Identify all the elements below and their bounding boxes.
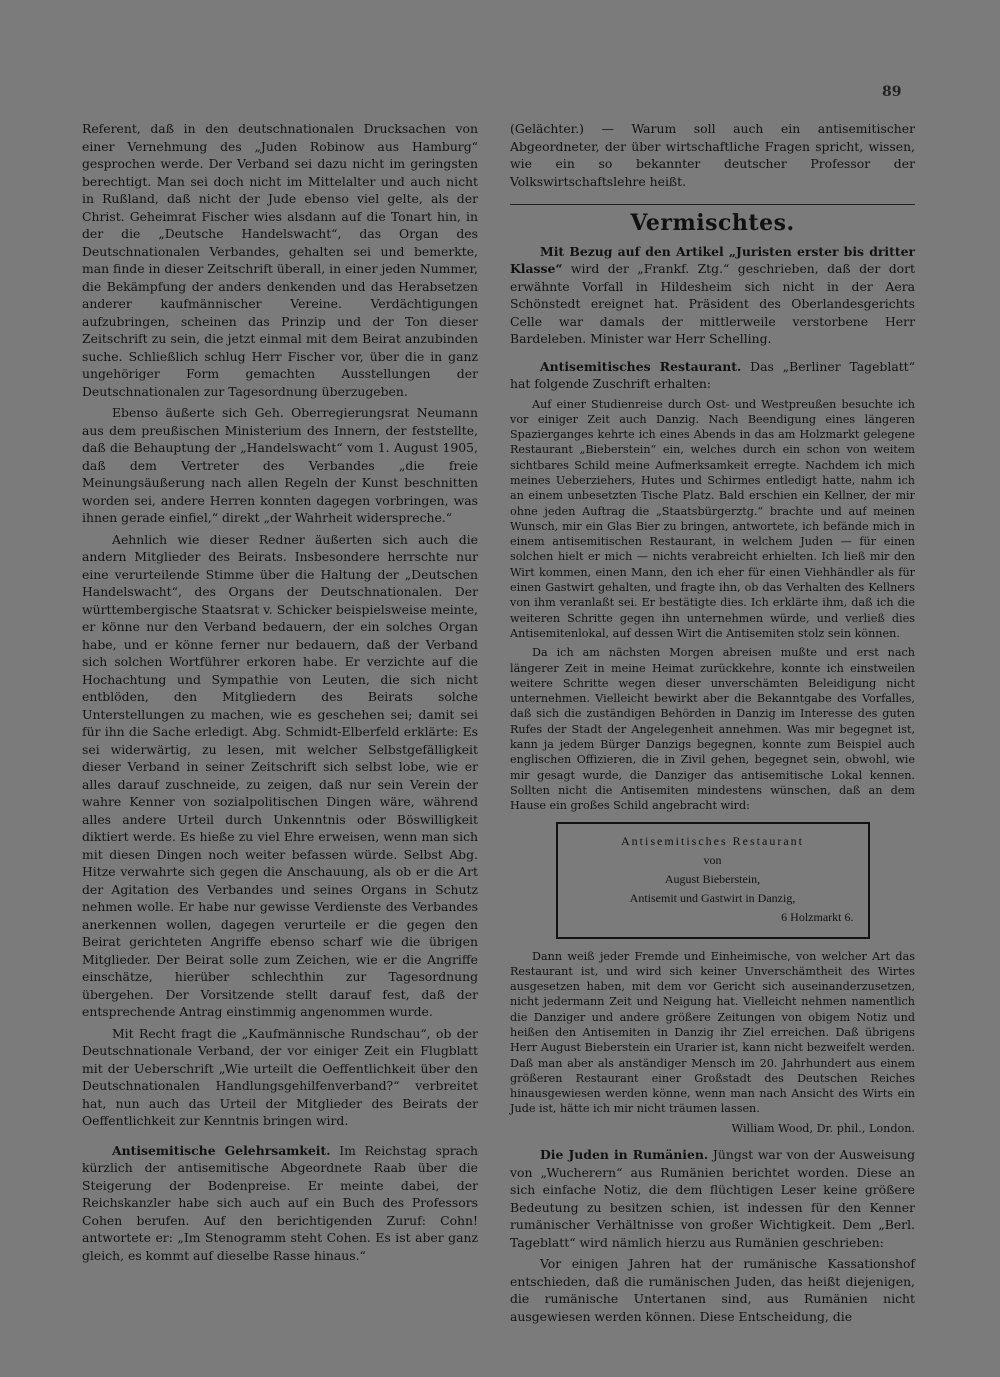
- article-paragraph: [510, 1146, 915, 1251]
- article-paragraph: [510, 358, 915, 393]
- sign-line: Antisemit und Gastwirt in Danzig,: [629, 890, 796, 905]
- sign-box-wrap: [510, 822, 915, 939]
- sign-line: 6 Holzmarkt 6.: [781, 909, 854, 924]
- letter-paragraph: Da ich am nächsten Morgen abreisen mußte und erst nach längerer Zeit in meine Heimat zurückkehre, konnte ich einstweilen weitere Schritte wegen dieser unverschämten Beleidigung nicht unternehmen. Vielleicht bewirkt aber die Bekanntgabe des Vorfalles, daß sich die zuständigen Behörden in Danzig im Interesse des guten Rufes der Stadt der Angelegenheit annehmen. Was mir begegnet ist, kann ja jedem Bürger Danzigs begegnen, konnte zum Beispiel auch englischen Offizieren, die in Zivil gehen, begegnet sein, obwohl, wie mir gesagt wurde, die Danziger das antisemitische Lokal kennen. Sollten nicht die Antisemiten mindestens wünschen, daß an dem Hause ein großes Schild angebracht wird:: [510, 646, 915, 813]
- article-text: wird der „Frankf. Ztg.“ geschrieben, daß der dort erwähnte Vorfall in Hildesheim sich nicht in der Aera Schönstedt ereignet hat. Präsident des Oberlandesgerichts Celle war damals der mittlerweile verstorbene Herr Bardeleben. Minister war Herr Schelling.: [510, 261, 915, 346]
- letter-block: [510, 397, 915, 1137]
- paragraph: Ebenso äußerte sich Geh. Oberregierungsrat Neumann aus dem preußischen Ministerium des Innern, der feststellte, daß die Behauptung der „Handelswacht“ vom 1. August 1905, daß dem Vertreter des Verbandes „die freie Meinungsäußerung nach allen Regeln der Kunst beschnitten worden sei, andere Herren konnten dagegen vorbringen, was ihnen gerade einfiel,“ direkt „der Wahrheit widerspreche.“: [82, 405, 478, 525]
- paragraph: Aehnlich wie dieser Redner äußerten sich auch die andern Mitglieder des Beirats. Insbesondere herrschte nur eine verurteilende Stimme über die Haltung der „Deutschen Handelswacht“, des Organs der Deutschnationalen. Der württembergische Staatsrat v. Schicker beispielsweise meinte, er könne nur den Verband bedauern, der ein solches Organ habe, und er könne ferner nur bedauern, daß der Verband sich solchen Wortführer erkoren habe. Er verzichte auf die Hochachtung und Sympathie von Leuten, die sich nicht entblöden, den Mitgliedern des Beirats solche Unterstellungen zu machen, wie es geschehen sei; damit sei für ihn die Sache erledigt. Abg. Schmidt-Elberfeld erklärte: Es sei widerwärtig, zu lesen, mit welcher Selbstgefälligkeit dieser Verband in seiner Zeitschrift sich selbst lobe, wie er alles darauf zuschneide, zu zeigen, daß nur sein Verein der wahre Kenner von sozialpolitischen Dingen wäre, während alles andere Urteil durch Unkenntnis oder Böswilligkeit diktiert werde. Es hieße zu viel Ehre erweisen, wenn man sich mit diesen Dingen noch weiter befassen würde. Selbst Abg. Hitze verwahrte sich gegen die Anschauung, als ob er die Art der Agitation des Verbandes und seines Organs in Schutz nehmen wolle. Er habe nur gewisse Verdienste des Verbandes anerkennen wollen, dagegen verurteile er die gegen den Beirat gerichteten Angriffe ebenso scharf wie die übrigen Mitglieder. Der Beirat solle zum Zeichen, wie er die Angriffe einschätze, hierüber schlechthin zur Tagesordnung übergehen. Der Vorsitzende stellt darauf fest, daß der entsprechende Antrag einstimmig angenommen wurde.: [82, 531, 478, 1019]
- paragraph: Referent, daß in den deutschnationalen Drucksachen von einer Vernehmung des „Juden Robinow aus Hamburg“ gesprochen werde. Der Verband sei dazu nicht im geringsten berechtigt. Man sei doch nicht im Mittelalter und auch nicht in Rußland, daß nicht der Jude ebenso viel gelte, als der Christ. Geheimrat Fischer wies alsdann auf die Tonart hin, in der die „Deutsche Handelswacht“, das Organ des Deutschnationalen Verbandes, gehalten sei und bemerkte, man finde in dieser Zeitschrift überall, in einer jeden Nummer, die Bekämpfung der anders denkenden und das Herabsetzen anderer kaufmännischer Vereine. Verdächtigungen aufzubringen, scheinen das Prinzip und der Ton dieser Zeitschrift zu sein, die jetzt einmal mit dem Beirat anzubinden suche. Schließlich schlug Herr Fischer vor, über die in ganz ungehöriger Form gemachten Ausstellungen der Deutschnationalen zur Tagesordnung überzugeben.: [82, 121, 478, 399]
- article-text: Im Reichstag sprach kürzlich der antisemitische Abgeordnete Raab über die Steigerung der Bodenpreise. Er meinte dabei, der Reichskanzler habe sich auch auf ein Buch des Professors Cohen berufen. Auf den berichtigenden Zuruf: Cohn! antwortete er: „Im Stenogramm steht Cohen. Es ist aber ganz gleich, es kommt auf dieselbe Rasse hinaus.“: [82, 1142, 478, 1263]
- left-column: [82, 120, 478, 1268]
- article-text: Jüngst war von der Ausweisung von „Wucherern“ aus Rumänien berichtet worden. Diese an sich einfache Notiz, die dem flüchtigen Leser keine größere Bedeutung zu besitzen schien, ist indessen für den Kenner rumänischer Verhältnisse von großer Wichtigkeit. Dem „Berl. Tageblatt“ wird nämlich hierzu aus Rumänien geschrieben:: [510, 1147, 915, 1250]
- article-paragraph: [82, 1142, 478, 1265]
- article-text: Das „Berliner Tageblatt“ hat folgende Zuschrift erhalten:: [510, 358, 915, 391]
- article-heading: Die Juden in Rumänien.: [540, 1147, 709, 1163]
- article-heading: Mit Bezug auf den Artikel „Juristen erster bis dritter Klasse“: [510, 243, 915, 276]
- sign-line: Antisemitisches Restaurant: [621, 833, 804, 848]
- page-number: 89: [882, 84, 902, 100]
- article-heading: Antisemitisches Restaurant.: [540, 358, 742, 374]
- section-divider: [510, 204, 915, 205]
- paragraph: Mit Recht fragt die „Kaufmännische Rundschau“, ob der Deutschnationale Verband, der vor einiger Zeit ein Flugblatt mit der Ueberschrift „Wie urteilt die Oeffentlichkeit über den Deutschnationalen Handlungsgehilfenverband?“ verbreitet hat, nun auch das Urteil der Mitglieder des Beirats der Oeffentlichkeit zur Kenntnis bringen wird.: [82, 1025, 478, 1128]
- right-column: [510, 120, 915, 1329]
- letter-paragraph: Dann weiß jeder Fremde und Einheimische, von welcher Art das Restaurant ist, und wird sich keiner Unverschämtheit des Wirtes ausgesetzen haben, mit dem vor Gericht sich auseinanderzusetzen, nicht jedermann Zeit und Neigung hat. Vielleicht nehmen namentlich die Danziger und andere größere Zeitungen von obigem Notiz und heißen den Antisemiten in Danzig ihr Ziel erreichen. Daß übrigens Herr August Bieberstein ein Urarier ist, kann nicht bezweifelt werden. Daß man aber als anständiger Mensch im 20. Jahrhundert aus einem größeren Restaurant einer Großstadt des Deutschen Reiches hinausgewiesen werden könne, wenn man nach Ansicht des Wirts ein Jude ist, hätte ich mir nicht träumen lassen.: [510, 949, 915, 1116]
- paragraph: (Gelächter.) — Warum soll auch ein antisemitischer Abgeordneter, der über wirtschaftliche Fragen spricht, wissen, wie ein so bekannter deutscher Professor der Volkswirtschaftslehre heißt.: [510, 121, 915, 189]
- article-paragraph: [510, 243, 915, 348]
- letter-paragraph: Auf einer Studienreise durch Ost- und Westpreußen besuchte ich vor einiger Zeit auch Danzig. Nach Beendigung eines längeren Spazierganges kehrte ich eines Abends in das am Holzmarkt gelegene Restaurant „Bieberstein“ ein, welches durch ein schon von weitem sichtbares Schild meine Aufmerksamkeit erregte. Nachdem ich mich meines Ueberziehers, Hutes und Schirmes entledigt hatte, nahm ich an einem unbesetzten Tische Platz. Bald erschien ein Kellner, der mir ohne jeden Auftrag die „Staatsbürgerztg.“ brachte und auf meinen Wunsch, mir ein Glas Bier zu bringen, antwortete, ich befände mich in einem antisemitischen Restaurant, in welchem Juden — für einen solchen hielt er mich — nichts verabreicht erhielten. Ich ließ mir den Wirt kommen, einen Mann, den ich eher für einen Viehhändler als für einen Gastwirt gehalten, und fragte ihn, ob das Verhalten des Kellners von ihm veranlaßt sei. Er bestätigte dies. Ich erklärte ihm, daß ich die weiteren Schritte gegen ihn unternehmen würde, und verließ dies Antisemitenlokal, auf dessen Wirt die Antisemiten stolz sein können.: [510, 397, 915, 640]
- article-heading: Antisemitische Gelehrsamkeit.: [112, 1142, 331, 1158]
- restaurant-sign-box: [556, 822, 870, 939]
- section-title: Vermischtes.: [630, 210, 795, 236]
- sign-line: August Bieberstein,: [664, 871, 761, 886]
- letter-signature: William Wood, Dr. phil., London.: [731, 1121, 915, 1135]
- paragraph: Vor einigen Jahren hat der rumänische Kassationshof entschieden, daß die rumänischen Juden, das heißt diejenigen, die rumänische Untertanen sind, aus Rumänien nicht ausgewiesen werden können. Diese Entscheidung, die: [510, 1256, 915, 1324]
- sign-line: von: [703, 852, 722, 867]
